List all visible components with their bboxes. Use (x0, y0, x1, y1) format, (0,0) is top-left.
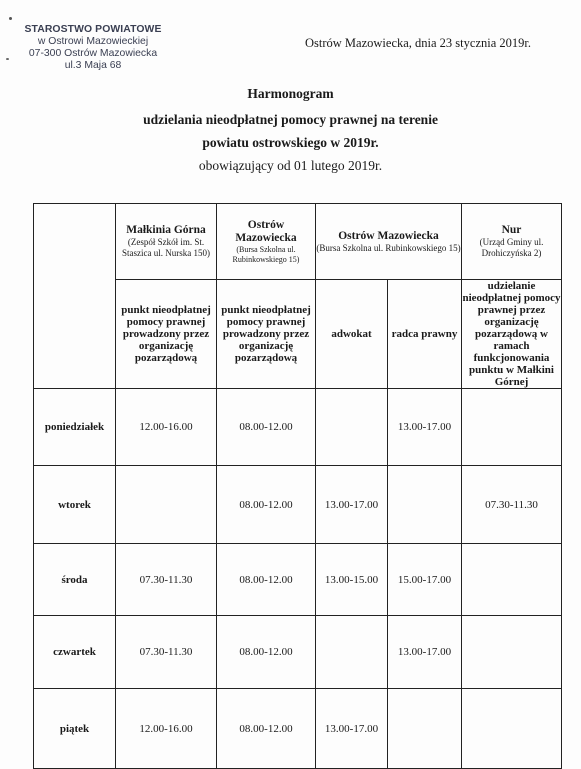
time-slot: 08.00-12.00 (217, 544, 316, 616)
time-slot (462, 544, 562, 616)
time-slot (462, 689, 562, 769)
location-address: (Bursa Szkolna ul. Rubinkowskiego 15) (316, 242, 461, 253)
time-slot (388, 466, 462, 544)
header-row (34, 204, 562, 280)
service-type: punkt nieodpłatnej pomocy prawnej prowadzony przez organizację pozarządową (217, 280, 316, 389)
time-slot: 13.00-17.00 (388, 389, 462, 466)
office-stamp (18, 24, 168, 72)
day-label: środa (34, 544, 116, 616)
time-slot: 07.30-11.30 (116, 544, 217, 616)
time-slot: 12.00-16.00 (116, 689, 217, 769)
stamp-line: ul.3 Maja 68 (64, 60, 122, 71)
location-address: (Zespół Szkół im. St. Staszica ul. Nurska 150) (122, 237, 210, 258)
day-label: poniedziałek (34, 389, 116, 466)
time-slot (116, 466, 217, 544)
corner-cell (34, 204, 116, 389)
schedule-table (33, 203, 562, 769)
time-slot: 13.00-15.00 (316, 544, 388, 616)
stamp-line: w Ostrowi Mazowieckiej (37, 36, 149, 47)
time-slot: 13.00-17.00 (388, 616, 462, 689)
time-slot: 13.00-17.00 (316, 689, 388, 769)
scan-speck (6, 58, 9, 60)
column-header-nur (462, 204, 562, 280)
table-row (34, 689, 562, 769)
table-row (34, 466, 562, 544)
location-name: Ostrów Mazowiecka (235, 218, 297, 244)
time-slot: 07.30-11.30 (116, 616, 217, 689)
time-slot (316, 616, 388, 689)
time-slot: 08.00-12.00 (217, 389, 316, 466)
stamp-line: 07-300 Ostrów Mazowiecka (28, 48, 158, 59)
time-slot: 08.00-12.00 (217, 466, 316, 544)
scan-speck (9, 17, 12, 20)
time-slot: 13.00-17.00 (316, 466, 388, 544)
column-header-malkinia (116, 204, 217, 280)
time-slot: 08.00-12.00 (217, 616, 316, 689)
service-type: udzielanie nieodpłatnej pomocy prawnej przez organizację pozarządową w ramach funkcjonowania punktu w Małkini Górnej (462, 280, 561, 388)
table-row (34, 389, 562, 466)
document-title: Harmonogram (247, 86, 334, 101)
stamp-line: STAROSTWO POWIATOWE (24, 24, 162, 35)
day-label: wtorek (34, 466, 116, 544)
day-label: czwartek (34, 616, 116, 689)
time-slot: 07.30-11.30 (462, 466, 562, 544)
column-header-ostrow-2 (316, 204, 462, 280)
service-type: adwokat (316, 280, 388, 389)
time-slot: 12.00-16.00 (116, 389, 217, 466)
location-name: Małkinia Górna (126, 224, 206, 236)
time-slot: 15.00-17.00 (388, 544, 462, 616)
service-type: radca prawny (388, 280, 462, 389)
day-label: piątek (34, 689, 116, 769)
time-slot: 08.00-12.00 (217, 689, 316, 769)
column-header-ostrow-1 (217, 204, 316, 280)
document-subtitle: udzielania nieodpłatnej pomocy prawnej na terenie (143, 112, 438, 127)
location-address: (Bursa Szkolna ul. Rubinkowskiego 15) (232, 244, 300, 264)
document-subtitle: powiatu ostrowskiego w 2019r. (202, 135, 379, 150)
place-and-date: Ostrów Mazowiecka, dnia 23 stycznia 2019r. (305, 36, 531, 50)
service-type: punkt nieodpłatnej pomocy prawnej prowadzony przez organizację pozarządową (116, 280, 217, 389)
time-slot (316, 389, 388, 466)
time-slot (388, 689, 462, 769)
location-address: (Urząd Gminy ul. Drohiczyńska 2) (479, 237, 544, 258)
location-name: Nur (501, 224, 522, 236)
validity-note: obowiązujący od 01 lutego 2019r. (198, 158, 383, 173)
table-row (34, 544, 562, 616)
location-name: Ostrów Mazowiecka (338, 229, 439, 242)
time-slot (462, 616, 562, 689)
table-row (34, 616, 562, 689)
time-slot (462, 389, 562, 466)
